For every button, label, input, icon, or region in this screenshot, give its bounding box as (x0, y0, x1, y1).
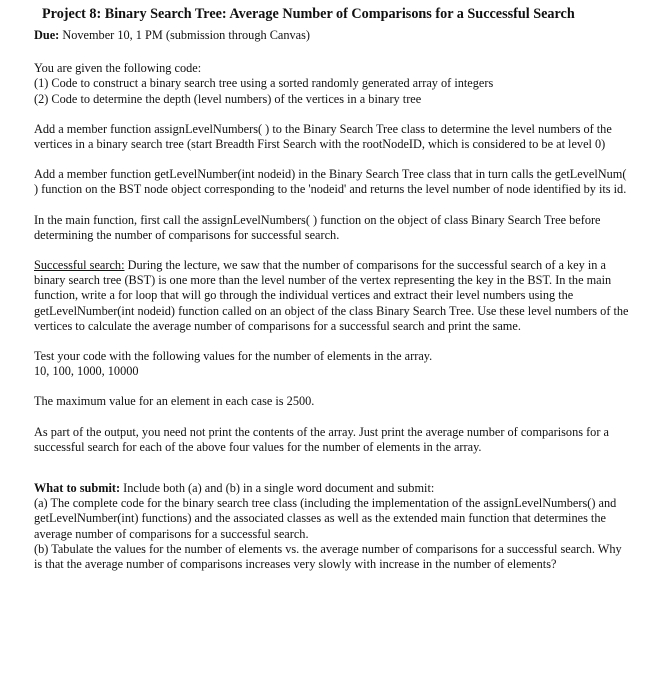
get-level-paragraph: Add a member function getLevelNumber(int nodeid) in the Binary Search Tree class that in turn calls the getLevelNum( ) function on the BST node object corresponding to the 'nodeid' and returns the level number of node identified by its id. (34, 167, 627, 197)
successful-search-text: During the lecture, we saw that the number of comparisons for the successful search of a key in a binary search tree (BST) is one more than the level number of the vertex representing the key in the BST. In the main function, write a for loop that will go through the individual vertices and extract their level numbers using the getLevelNumber(int nodeid) function called on an object of the class Binary Search Tree. Use these level numbers of the vertices to calculate the average number of comparisons for a successful search and print the same. (34, 258, 629, 333)
due-text: November 10, 1 PM (submission through Canvas) (62, 28, 310, 42)
successful-search-label: Successful search: (34, 258, 125, 273)
max-value-paragraph: The maximum value for an element in each case is 2500. (34, 394, 315, 409)
given-code-section (34, 61, 630, 107)
output-paragraph: As part of the output, you need not print the contents of the array. Just print the average number of comparisons for a successful search for each of the above four values for the number of elements in the array. (34, 424, 609, 454)
page-title: Project 8: Binary Search Tree: Average Number of Comparisons for a Successful Search (42, 6, 575, 22)
submit-intro-line (34, 481, 630, 496)
successful-search-paragraph (34, 258, 630, 334)
submit-item-a: (a) The complete code for the binary search tree class (including the implementation of the assignLevelNumbers() and getLevelNumber(int) functions) and the associated classes as well as the extended main function that determines the average number of comparisons for a successful search. (34, 496, 617, 541)
due-line (34, 28, 630, 43)
given-item-1: (1) Code to construct a binary search tree using a sorted randomly generated array of integers (34, 76, 494, 91)
submit-label: What to submit: (34, 481, 121, 496)
due-label: Due: (34, 28, 60, 42)
submit-intro: Include both (a) and (b) in a single word document and submit: (120, 481, 435, 496)
test-values-section (34, 349, 630, 379)
main-function-paragraph: In the main function, first call the assignLevelNumbers( ) function on the object of class Binary Search Tree before determining the number of comparisons for successful search. (34, 212, 601, 242)
test-instruction: Test your code with the following values for the number of elements in the array. (34, 349, 433, 364)
given-item-2: (2) Code to determine the depth (level numbers) of the vertices in a binary tree (34, 91, 422, 106)
given-intro: You are given the following code: (34, 61, 202, 76)
submit-item-b: (b) Tabulate the values for the number of elements vs. the average number of comparisons for a successful search. Why is that the average number of comparisons increases very slowly with increase in the number of elements? (34, 541, 622, 572)
assign-level-paragraph: Add a member function assignLevelNumbers( ) to the Binary Search Tree class to determine the level numbers of the vertices in a binary search tree (start Breadth First Search with the rootNodeID, which is considered to be at level 0) (34, 121, 612, 152)
test-values: 10, 100, 1000, 10000 (34, 364, 139, 379)
submit-section (34, 481, 630, 572)
